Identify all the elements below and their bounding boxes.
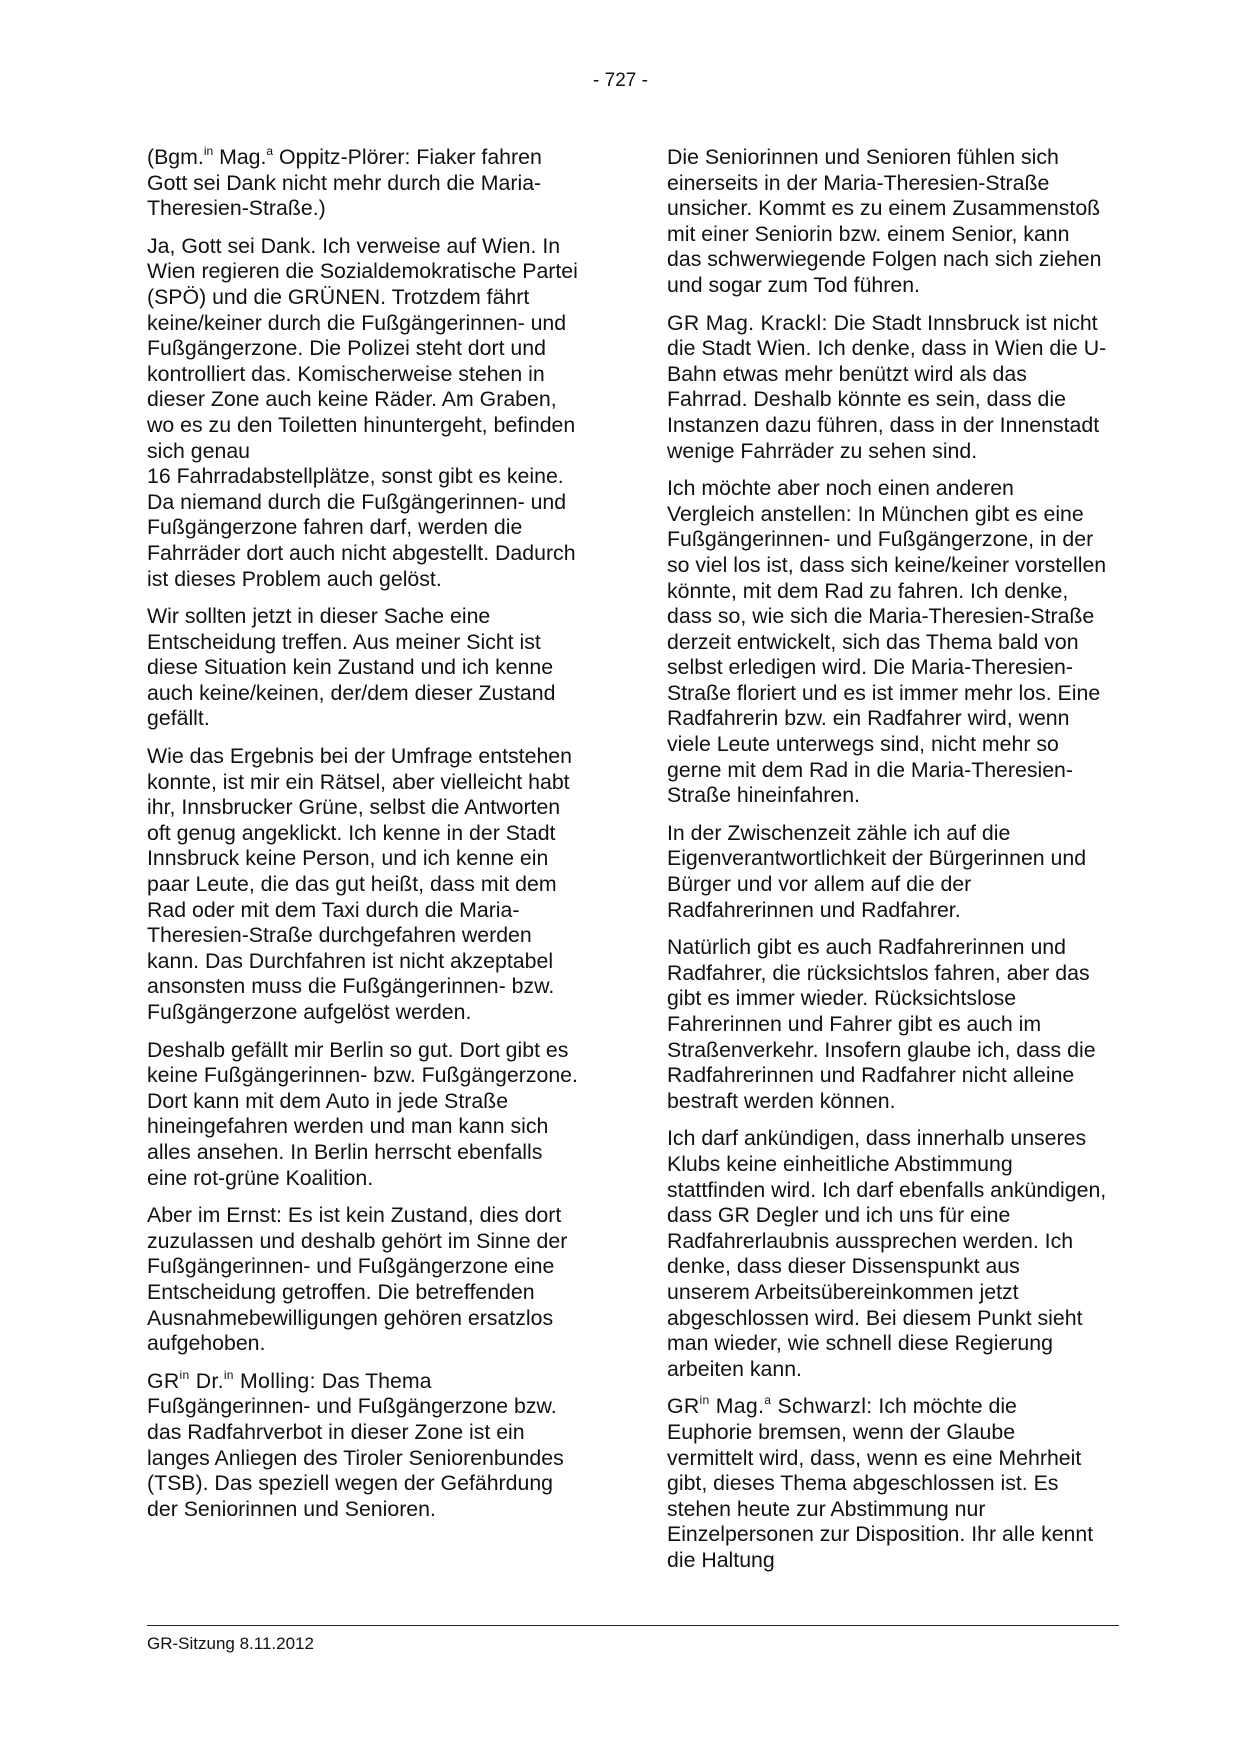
speaker-name: $GR^{in}$ Dr.$^{in}$ Molling: xyxy=(147,1367,316,1393)
page-number: - 727 - xyxy=(593,70,648,91)
paragraph: Ich möchte aber noch einen anderen Vergleich anstellen: In München gibt es eine Fußgängerinnen- und Fußgängerzone, in der so viel los ist, dass sich keine/keiner vorstellen könnte, mit dem Rad zu fahren. Ich denke, dass so, wie sich die Maria-Theresien-Straße derzeit entwickelt, sich das Thema bald von selbst erledigen wird. Die Maria-Theresien-Straße floriert und es ist immer mehr los. Eine Radfahrerin bzw. ein Radfahrer wird, wenn viele Leute unterwegs sind, nicht mehr so gerne mit dem Rad in die Maria-Theresien-Straße hineinfahren. xyxy=(667,476,1107,808)
paragraph: $GR^{in}$ Mag.$^a$ Schwarzl: Ich möchte die Euphorie bremsen, wenn der Glaube vermittelt wird, dass, wenn es eine Mehrheit gibt, dieses Thema abgeschlossen ist. Es stehen heute zur Abstimmung nur Einzelpersonen zur Disposition. Ihr alle kennt die Haltung xyxy=(667,1393,1094,1572)
speaker-name: $GR^{in}$ Mag.$^a$ Schwarzl: xyxy=(667,1393,873,1419)
speaker-name: GR Mag. Krackl: xyxy=(667,310,828,335)
paragraph: (Bgm.$^{in}$ Mag.$^a$ Oppitz-Plörer: Fiaker fahren Gott sei Dank nicht mehr durch die Maria-Theresien-Straße.) xyxy=(147,144,542,221)
paragraph: Wie das Ergebnis bei der Umfrage entstehen konnte, ist mir ein Rätsel, aber vielleicht habt ihr, Innsbrucker Grüne, selbst die Antworten oft genug angeklickt. Ich kenne in der Stadt Innsbruck keine Person, und ich kenne ein paar Leute, die das gut heißt, dass mit dem Rad oder mit dem Taxi durch die Maria-Theresien-Straße durchgefahren werden kann. Das Durchfahren ist nicht akzeptabel ansonsten muss die Fußgängerinnen- bzw. Fußgängerzone aufgelöst werden. xyxy=(147,744,572,1024)
paragraph: Wir sollten jetzt in dieser Sache eine Entscheidung treffen. Aus meiner Sicht ist diese Situation kein Zustand und ich kenne auch keine/keinen, der/dem dieser Zustand gefällt. xyxy=(147,604,556,731)
right-column xyxy=(667,145,1107,1585)
paragraph: Natürlich gibt es auch Radfahrerinnen und Radfahrer, die rücksichtslos fahren, aber das gibt es immer wieder. Rücksichtslose Fahrerinnen und Fahrer gibt es auch im Straßenverkehr. Insofern glaube ich, dass die Radfahrerinnen und Radfahrer nicht alleine bestraft werden können. xyxy=(667,935,1096,1113)
paragraph: Die Seniorinnen und Senioren fühlen sich einerseits in der Maria-Theresien-Straße unsicher. Kommt es zu einem Zusammenstoß mit einer Seniorin bzw. einem Senior, kann das schwerwiegende Folgen nach sich ziehen und sogar zum Tod führen. xyxy=(667,145,1102,297)
left-column xyxy=(147,145,587,1534)
paragraph: Ich darf ankündigen, dass innerhalb unseres Klubs keine einheitliche Abstimmung stattfinden wird. Ich darf ebenfalls ankündigen, dass GR Degler und ich uns für eine Radfahrerlaubnis aussprechen werden. Ich denke, dass dieser Dissenspunkt aus unserem Arbeitsübereinkommen jetzt abgeschlossen wird. Bei diesem Punkt sieht man wieder, wie schnell diese Regierung arbeiten kann. xyxy=(667,1126,1107,1381)
paragraph: Deshalb gefällt mir Berlin so gut. Dort gibt es keine Fußgängerinnen- bzw. Fußgängerzone. Dort kann mit dem Auto in jede Straße hineingefahren werden und man kann sich alles ansehen. In Berlin herrscht ebenfalls eine rot-grüne Koalition. xyxy=(147,1037,578,1190)
paragraph: In der Zwischenzeit zähle ich auf die Eigenverantwortlichkeit der Bürgerinnen und Bürger und vor allem auf die der Radfahrerinnen und Radfahrer. xyxy=(667,820,1087,922)
paragraph: Ja, Gott sei Dank. Ich verweise auf Wien. In Wien regieren die Sozialdemokratische Partei (SPÖ) und die GRÜNEN. Trotzdem fährt keine/keiner durch die Fußgängerinnen- und Fußgängerzone. Die Polizei steht dort und kontrolliert das. Komischerweise stehen in dieser Zone auch keine Räder. Am Graben, wo es zu den Toiletten hinuntergeht, befinden sich genau 16 Fahrradabstellplätze, sonst gibt es keine. Da niemand durch die Fußgängerinnen- und Fußgängerzone fahren darf, werden die Fahrräder dort auch nicht abgestellt. Dadurch ist dieses Problem auch gelöst. xyxy=(147,233,578,591)
paragraph: Aber im Ernst: Es ist kein Zustand, dies dort zuzulassen und deshalb gehört im Sinne der Fußgängerinnen- und Fußgängerzone eine Entscheidung getroffen. Die betreffenden Ausnahmebewilligungen gehören ersatzlos aufgehoben. xyxy=(147,1203,568,1356)
paragraph: $GR^{in}$ Dr.$^{in}$ Molling: Das Thema Fußgängerinnen- und Fußgängerzone bzw. das Radfahrverbot in dieser Zone ist ein langes Anliegen des Tiroler Seniorenbundes (TSB). Das speziell wegen der Gefährdung der Seniorinnen und Senioren. xyxy=(147,1367,564,1521)
paragraph: GR Mag. Krackl: Die Stadt Innsbruck ist nicht die Stadt Wien. Ich denke, dass in Wien die U-Bahn etwas mehr benützt wird als das Fahrrad. Deshalb könnte es sein, dass die Instanzen dazu führen, dass in der Innenstadt wenige Fahrräder zu sehen sind. xyxy=(667,310,1107,463)
footer-divider xyxy=(147,1625,1119,1626)
footer-text: GR-Sitzung 8.11.2012 xyxy=(147,1634,314,1653)
